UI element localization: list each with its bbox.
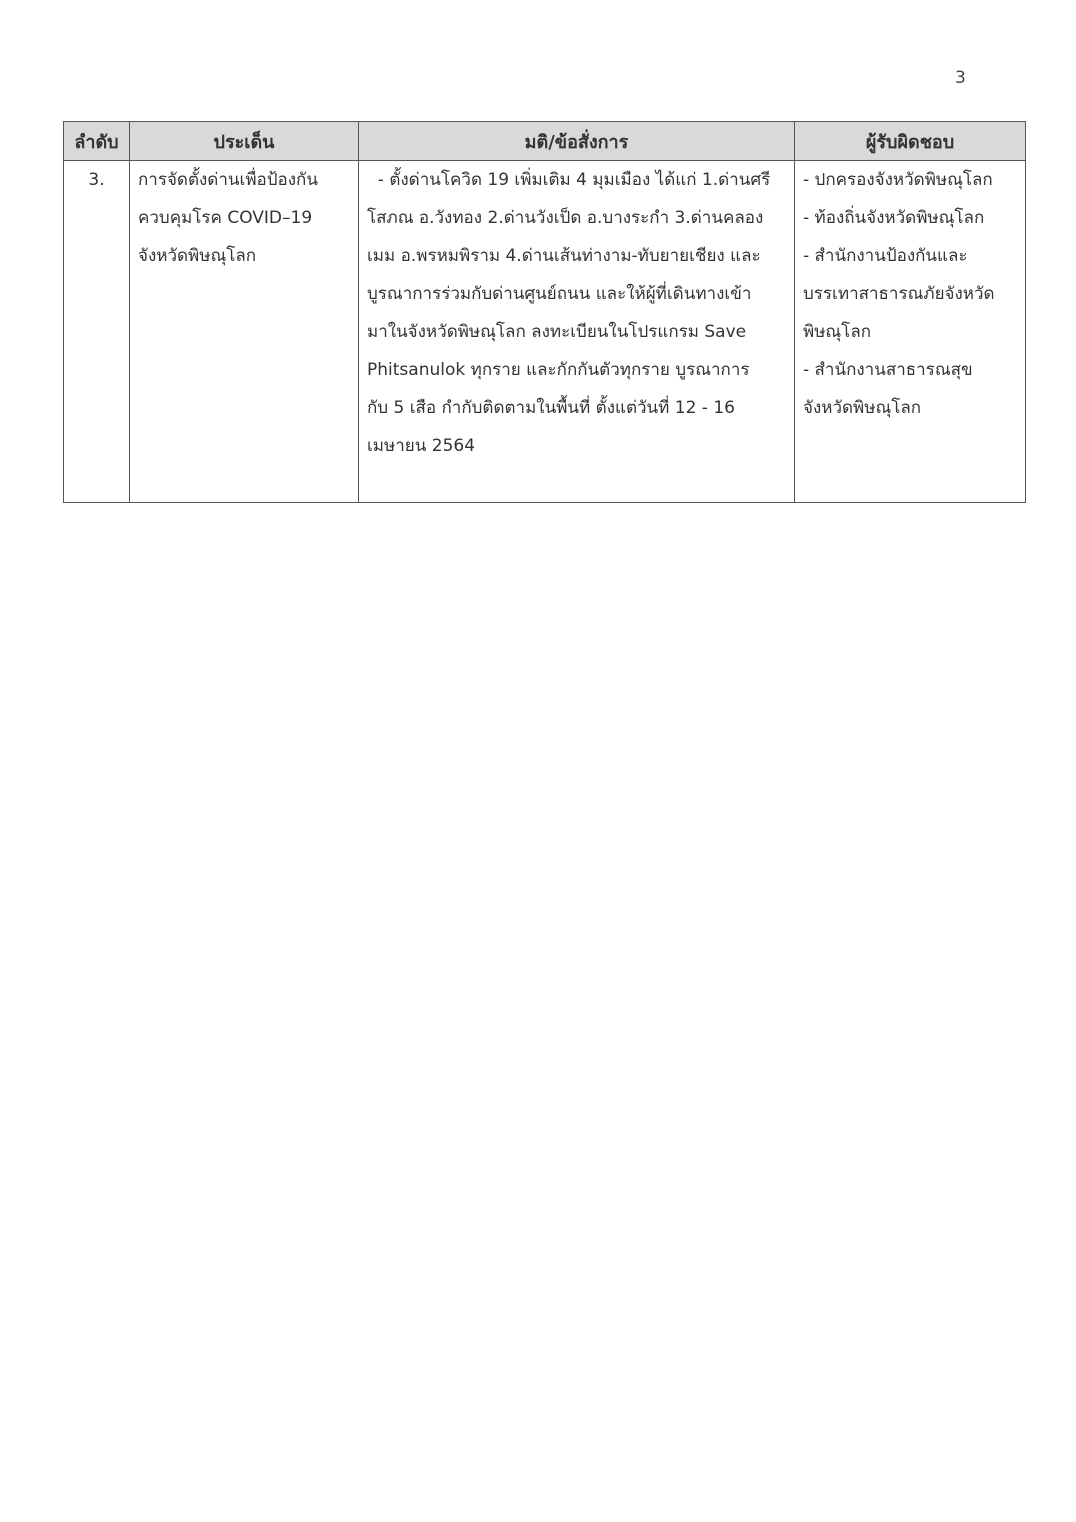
row-number-cell: [64, 161, 130, 503]
resolution-line: เมษายน 2564: [367, 436, 476, 456]
page-number: 3: [955, 68, 966, 88]
resolution-line: Phitsanulok ทุกราย และกักกันตัวทุกราย บูรณาการ: [367, 360, 750, 380]
issue-line: การจัดตั้งด่านเพื่อป้องกัน: [138, 170, 318, 190]
header-issue: ประเด็น: [130, 122, 359, 161]
issue-cell: [130, 161, 359, 503]
header-resolution: มติ/ข้อสั่งการ: [359, 122, 795, 161]
minutes-table: [63, 121, 1026, 503]
responsible-line: - สำนักงานป้องกันและ: [803, 246, 968, 266]
responsible-line: บรรเทาสาธารณภัยจังหวัด: [803, 284, 995, 304]
resolution-line: เมม อ.พรหมพิราม 4.ด่านเส้นท่างาม-ทับยายเชียง และ: [367, 246, 761, 266]
resolution-line: โสภณ อ.วังทอง 2.ด่านวังเป็ด อ.บางระกำ 3.ด่านคลอง: [367, 208, 764, 228]
responsible-line: พิษณุโลก: [803, 322, 872, 342]
responsible-line: - ท้องถิ่นจังหวัดพิษณุโลก: [803, 208, 985, 228]
resolution-line: กับ 5 เสือ กำกับติดตามในพื้นที่ ตั้งแต่วันที่ 12 - 16: [367, 398, 735, 418]
responsible-line: - ปกครองจังหวัดพิษณุโลก: [803, 170, 993, 190]
table-row: [64, 161, 1026, 503]
row-number: 3.: [88, 170, 105, 190]
table-header-row: [64, 122, 1026, 161]
responsible-line: จังหวัดพิษณุโลก: [803, 398, 922, 418]
header-order: ลำดับ: [64, 122, 130, 161]
issue-line: จังหวัดพิษณุโลก: [138, 246, 257, 266]
resolution-line: - ตั้งด่านโควิด 19 เพิ่มเติม 4 มุมเมือง ได้แก่ 1.ด่านศรี: [367, 170, 771, 190]
resolution-line: มาในจังหวัดพิษณุโลก ลงทะเบียนในโปรแกรม Save: [367, 322, 747, 342]
header-responsible: ผู้รับผิดชอบ: [795, 122, 1026, 161]
responsible-line: - สำนักงานสาธารณสุข: [803, 360, 973, 380]
responsible-cell: [795, 161, 1026, 503]
resolution-cell: [359, 161, 795, 503]
resolution-line: บูรณาการร่วมกับด่านศูนย์ถนน และให้ผู้ที่เดินทางเข้า: [367, 284, 752, 304]
issue-line: ควบคุมโรค COVID–19: [138, 208, 313, 228]
